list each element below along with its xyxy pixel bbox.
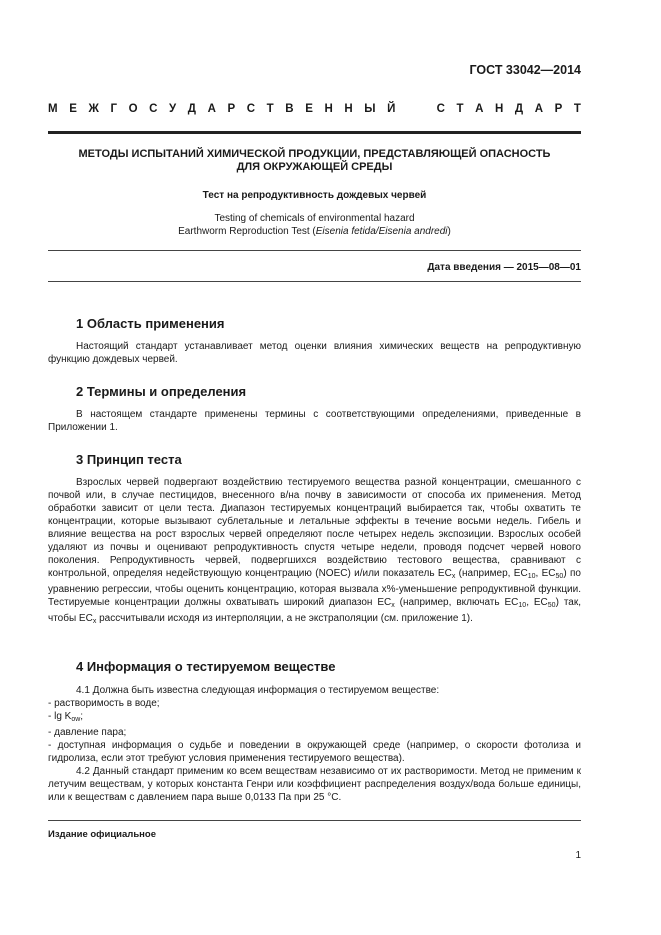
banner-letter: Ж xyxy=(88,103,99,115)
banner-letter: Е xyxy=(69,103,77,115)
banner-letter: Р xyxy=(554,103,563,115)
banner-letter: Н xyxy=(344,103,353,115)
section-1-paragraph: Настоящий стандарт устанавливает метод оценки влияния химических веществ на репродуктивную функцию дождевых червей. xyxy=(48,341,581,365)
section-2-paragraph: В настоящем стандарте применены термины с соответствующими определениями, приведенные в Приложении 1. xyxy=(48,409,581,433)
list-item: - растворимость в воде; xyxy=(48,698,160,709)
banner-letter: В xyxy=(285,103,294,115)
banner-letter: Т xyxy=(266,103,274,115)
english-title xyxy=(48,212,581,238)
banner-letter: М xyxy=(48,103,58,115)
header-rule xyxy=(48,131,581,134)
banner-letter: Н xyxy=(495,103,504,115)
clause-4-2: 4.2 Данный стандарт применим ко всем веществам независимо от их растворимости. Метод не применим к летучим веществам, у которых константа Генри или коэффициент распределения воздух/вода больше единицы, или к веществам с давлением пара выше 0,0133 Па при 25 °С. xyxy=(48,766,581,803)
banner-letter: Г xyxy=(110,103,117,115)
section-2-heading: 2 Термины и определения xyxy=(76,384,247,399)
footer-rule xyxy=(48,820,581,821)
banner-letter: Т xyxy=(456,103,464,115)
section-4-body xyxy=(48,684,581,804)
official-edition-label: Издание официальное xyxy=(48,829,156,840)
banner-letter: Н xyxy=(324,103,333,115)
page-number: 1 xyxy=(575,850,581,861)
interstate-standard-banner xyxy=(48,103,581,115)
banner-letter: С xyxy=(436,103,445,115)
banner-letter: У xyxy=(169,103,177,115)
clause-4-1: 4.1 Должна быть известна следующая информация о тестируемом веществе: xyxy=(76,685,440,696)
list-item: - давление пара; xyxy=(48,727,127,738)
section-1-heading: 1 Область применения xyxy=(76,316,225,331)
banner-letter: А xyxy=(534,103,544,115)
document-subtitle: Тест на репродуктивность дождевых червей xyxy=(202,190,427,201)
banner-letter: Е xyxy=(305,103,313,115)
banner-letter: С xyxy=(246,103,256,115)
introduction-date: Дата введения — 2015—08—01 xyxy=(427,262,581,273)
banner-letter: Й xyxy=(387,103,396,115)
title-line-2: ДЛЯ ОКРУЖАЮЩЕЙ СРЕДЫ xyxy=(236,161,393,173)
banner-letter: Д xyxy=(187,103,196,115)
list-item: - доступная информация о судьбе и поведении в окружающей среде (например, о скорости фотолиза и гидролиза, если этот требуют условия применения тестируемого вещества). xyxy=(48,740,581,764)
banner-letter: С xyxy=(149,103,158,115)
banner-letter: Т xyxy=(573,103,581,115)
document-title xyxy=(48,148,581,174)
standard-number: ГОСТ 33042—2014 xyxy=(469,63,581,77)
english-title-line-1: Testing of chemicals of environmental hazard xyxy=(214,213,415,224)
banner-letter: О xyxy=(128,103,138,115)
list-item: - $\lg K_{ow}$; xyxy=(48,711,84,723)
date-rule xyxy=(48,281,581,282)
banner-letter: Д xyxy=(514,103,524,115)
banner-letter: А xyxy=(207,103,216,115)
banner-letter xyxy=(407,103,410,115)
section-3-paragraph: Взрослых червей подвергают воздействию тестируемого вещества разной концентрации, смешанного с почвой или, в случае пестицидов, внесенного в/на почву в зависимости от способа их применения. Метод обработки зависит от цели теста. Диапазон тестируемых концентраций выбирается так, чтобы охватить те концентрации, которые вызывают сублетальные и летальные эффекты в течение восьми недель. Гибель и влияние вещества на рост взрослых червей определяют после четырех недель экспозиции. Взрослых особей удаляют из почвы и оценивают репродуктивность спустя четыре недели, проводя подсчет червей нового поколения. Репродуктивность червей, подвергшихся воздействию тестового вещества, сравнивают с контрольной, определяя недействующую концентрацию (NOEC) и/или показатель $EC_x$ (например, $EC_{10}$, $EC_{50}$) по уравнению регрессии, чтобы оценить концентрацию, которая вызвала x%-уменьшение репродуктивной функции. Тестируемые концентрации должны охватывать широкий диапазон $EC_x$ (например, включать $EC_{10}$, $EC_{50}$) так, чтобы $EC_x$ рассчитывали исходя из интерполяции, а не экстраполяции (см. приложение 1). xyxy=(48,477,582,625)
section-4-heading: 4 Информация о тестируемом веществе xyxy=(76,659,336,674)
banner-letter: Р xyxy=(227,103,236,115)
banner-letter: А xyxy=(475,103,484,115)
title-rule xyxy=(48,250,581,251)
banner-letter xyxy=(422,103,425,115)
section-3-heading: 3 Принцип теста xyxy=(76,452,182,467)
english-title-line-2: Earthworm Reproduction Test (Eisenia fetida/Eisenia andredi) xyxy=(178,226,451,237)
title-line-1: МЕТОДЫ ИСПЫТАНИЙ ХИМИЧЕСКОЙ ПРОДУКЦИИ, ПРЕДСТАВЛЯЮЩЕЙ ОПАСНОСТЬ xyxy=(78,148,551,160)
banner-letter: Ы xyxy=(364,103,376,115)
